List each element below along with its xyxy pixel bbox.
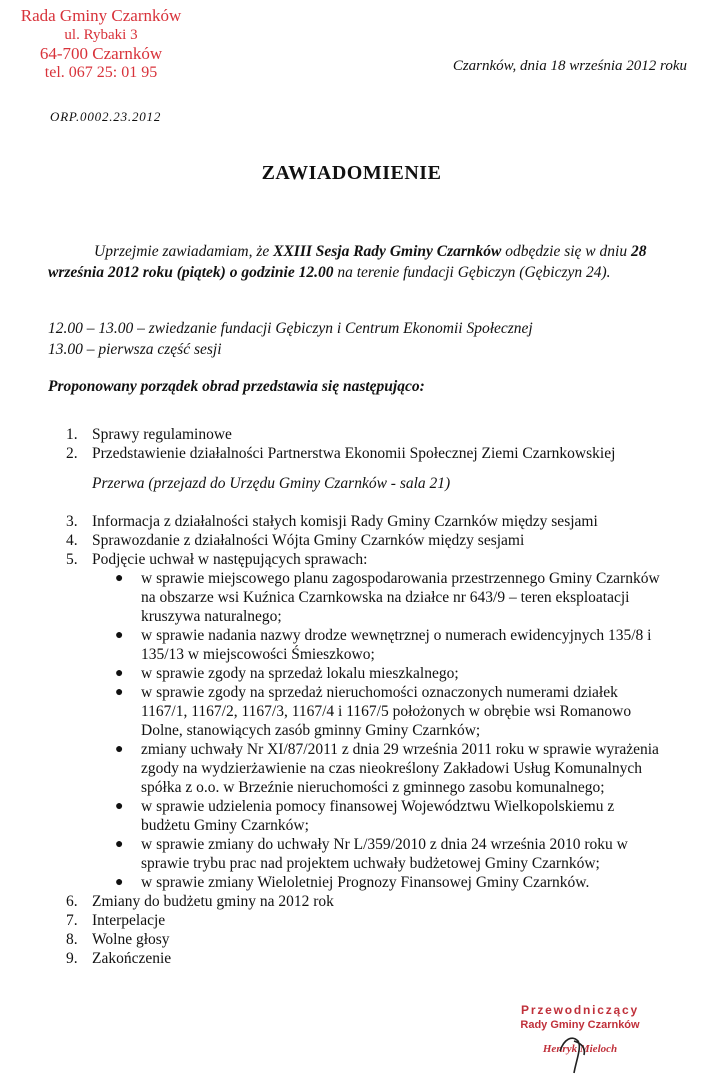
agenda-item-number: 6. — [66, 893, 78, 910]
intro-text-2: odbędzie się w dniu — [501, 243, 631, 260]
agenda-heading: Proponowany porządek obrad przedstawia się następująco: — [48, 378, 425, 395]
resolution-item — [0, 835, 661, 873]
agenda-item — [0, 444, 703, 463]
agenda-item-number: 1. — [66, 426, 78, 443]
agenda-item-number: 9. — [66, 950, 78, 967]
break-note: Przerwa (przejazd do Urzędu Gminy Czarnków - sala 21) — [92, 475, 451, 492]
resolution-text: w sprawie nadania nazwy drodze wewnętrznej o numerach ewidencyjnych 135/8 i 135/13 w miejscowości Śmieszkowo; — [141, 627, 652, 663]
agenda-item — [0, 911, 703, 930]
agenda-item — [0, 531, 703, 550]
agenda-item-number: 3. — [66, 513, 78, 530]
schedule — [48, 318, 533, 360]
stamp-city: 64-700 Czarnków — [39, 44, 163, 63]
agenda-item-number: 7. — [66, 912, 78, 929]
agenda-item-text: Sprawozdanie z działalności Wójta Gminy Czarnków między sesjami — [92, 532, 525, 549]
intro-paragraph — [48, 241, 668, 283]
bullet-icon: ● — [115, 742, 124, 757]
bullet-icon: ● — [115, 666, 124, 681]
agenda-item-text: Wolne głosy — [92, 931, 170, 948]
agenda-item-text: Podjęcie uchwał w następujących sprawach: — [92, 551, 368, 568]
agenda-list — [0, 425, 703, 968]
signature-org: Rady Gminy Czarnków — [520, 1019, 640, 1031]
resolution-text: w sprawie zgody na sprzedaż nieruchomości oznaczonych numerami działek 1167/1, 1167/2, 1167/3, 1167/4 i 1167/5 położonych w obrębie wsi Romanowo Dolne, stanowiących zasób gminny Gminy Czarnków; — [141, 684, 632, 739]
resolution-item — [0, 664, 661, 683]
agenda-item-text: Informacja z działalności stałych komisji Rady Gminy Czarnków między sesjami — [92, 513, 598, 530]
signature-name: Henryk Mieloch — [542, 1043, 618, 1055]
agenda-item-text: Interpelacje — [92, 912, 166, 929]
bullet-icon: ● — [115, 571, 124, 586]
place-and-date: Czarnków, dnia 18 września 2012 roku — [452, 58, 687, 74]
document-title: ZAWIADOMIENIE — [261, 162, 442, 184]
resolution-item — [0, 797, 661, 835]
signature-role: Przewodniczący — [521, 1003, 639, 1017]
bullet-icon: ● — [115, 628, 124, 643]
resolution-item — [0, 569, 661, 626]
agenda-item-number: 5. — [66, 551, 78, 568]
resolution-item — [0, 683, 661, 740]
stamp-street: ul. Rybaki 3 — [64, 27, 138, 43]
agenda-item — [0, 550, 703, 569]
resolution-item — [0, 740, 661, 797]
resolution-text: w sprawie zgody na sprzedaż lokalu mieszkalnego; — [141, 665, 459, 682]
resolution-text: zmiany uchwały Nr XI/87/2011 z dnia 29 września 2011 roku w sprawie wyrażenia zgody na wydzierżawienie na czas nieokreślony Zakładowi Usług Komunalnych spółka z o.o. w Brzeźnie nieruchomości z gminnego zasobu komunalnego; — [141, 741, 659, 796]
agenda-item-text: Zmiany do budżetu gminy na 2012 rok — [92, 893, 334, 910]
agenda-item — [0, 892, 703, 911]
schedule-line: 13.00 – pierwsza część sesji — [48, 341, 222, 358]
council-stamp — [6, 6, 196, 82]
intro-session-date: 28 września 2012 roku (piątek) o godzinie 12.00 — [48, 243, 647, 281]
stamp-name: Rada Gminy Czarnków — [20, 6, 182, 25]
agenda-item-text: Sprawy regulaminowe — [92, 426, 232, 443]
resolution-text: w sprawie zmiany Wieloletniej Prognozy Finansowej Gminy Czarnków. — [141, 874, 590, 891]
bullet-icon: ● — [115, 875, 124, 890]
agenda-item-number: 8. — [66, 931, 78, 948]
resolution-text: w sprawie udzielenia pomocy finansowej Województwu Wielkopolskiemu z budżetu Gminy Czarnków; — [141, 798, 615, 834]
resolution-text: w sprawie miejscowego planu zagospodarowania przestrzennego Gminy Czarnków na obszarze wsi Kuźnica Czarnkowska na działce nr 643/9 – teren eksploatacji kruszywa naturalnego; — [141, 570, 660, 625]
agenda-item — [0, 425, 703, 444]
agenda-item-number: 4. — [66, 532, 78, 549]
agenda-item — [0, 930, 703, 949]
reference-number: ORP.0002.23.2012 — [50, 109, 162, 124]
agenda-item-text: Zakończenie — [92, 950, 172, 967]
resolution-item — [0, 873, 661, 892]
schedule-line: 12.00 – 13.00 – zwiedzanie fundacji Gębiczyn i Centrum Ekonomii Społecznej — [48, 320, 533, 337]
resolution-text: w sprawie zmiany do uchwały Nr L/359/2010 z dnia 24 września 2010 roku w sprawie trybu prac nad projektem uchwały budżetowej Gminy Czarnków; — [141, 836, 628, 872]
resolution-item — [0, 626, 661, 664]
signature-stamp — [490, 1003, 670, 1055]
intro-text-3: na terenie fundacji Gębiczyn (Gębiczyn 24). — [333, 264, 611, 281]
agenda-item — [0, 512, 703, 531]
bullet-icon: ● — [115, 685, 124, 700]
handwritten-signature-icon — [552, 1021, 602, 1081]
agenda-item-text: Przedstawienie działalności Partnerstwa Ekonomii Społecznej Ziemi Czarnkowskiej — [92, 445, 616, 462]
agenda-item — [0, 949, 703, 968]
bullet-icon: ● — [115, 837, 124, 852]
intro-text-1: Uprzejmie zawiadamiam, że — [94, 243, 274, 260]
bullet-icon: ● — [115, 799, 124, 814]
agenda-item-number: 2. — [66, 445, 78, 462]
stamp-phone: tel. 067 25: 01 95 — [44, 64, 158, 81]
intro-session-name: XXIII Sesja Rady Gminy Czarnków — [273, 243, 502, 260]
